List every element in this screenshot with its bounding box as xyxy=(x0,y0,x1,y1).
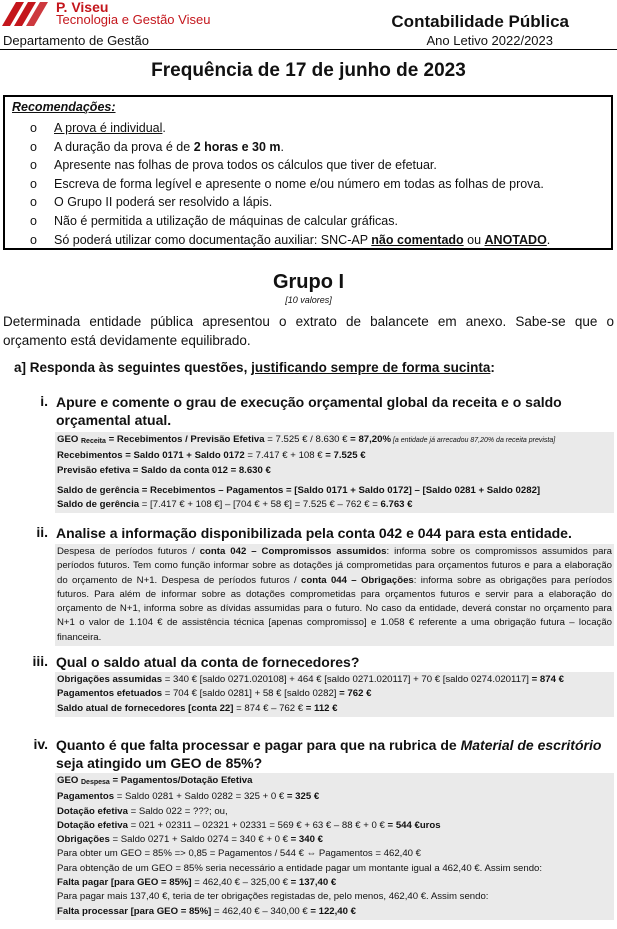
logo-name: P. Viseu xyxy=(56,0,109,15)
text-run: Escreva de forma legível e apresente o nome e/ou número em todas as folhas de prova. xyxy=(54,176,544,191)
answer-line xyxy=(57,833,612,847)
text-run: conta 044 – Obrigações xyxy=(301,574,414,586)
course-title: Contabilidade Pública xyxy=(391,12,569,31)
group-points: [10 valores] xyxy=(285,295,332,305)
text-run: = 7.417 € + 108 € xyxy=(244,450,326,462)
part-a-suffix: : xyxy=(490,360,495,375)
text-run: Dotação efetiva xyxy=(57,805,128,817)
answer-block xyxy=(55,432,614,513)
text-run: GEO xyxy=(57,775,81,786)
text-run: = 762 € xyxy=(339,688,372,700)
text-run: = 340 € xyxy=(290,834,323,846)
text-run: = 462,40 € – 340,00 € xyxy=(211,905,311,917)
text-run: Despesa de períodos futuros / xyxy=(57,546,200,557)
text-run: Recebimentos = Saldo 0171 + Saldo 0172 xyxy=(57,450,245,462)
text-run: = 021 + 02311 – 02321 + 02331 = 569 € + 63 € – 88 € + 0 € xyxy=(127,819,388,831)
text-run: : informa sobre os compromissos assumidos para períodos futuros. Tem como função informar sobre as dotações já comprometidas para orçamentos futuros e para a elaboração do orçamento de N+1. Despesa de períodos futuros / xyxy=(57,546,612,586)
text-run: não comentado xyxy=(371,232,464,247)
text-run: seja atingido um GEO de 85%? xyxy=(56,755,263,771)
answer-line xyxy=(57,673,612,687)
text-run: = [7.417 € + 108 €] – [704 € + 58 €] = 7.525 € – 762 € = xyxy=(139,499,381,511)
text-run: : informa sobre as obrigações para períodos futuros. Para além de informar sobre as dotações comprometidas para orçamentos futuros e servir para a elaboração do orçamento de N+1, informa sobre as dívidas assumidas para o futuro. No caso da entidade, deverá constar no orçamento para N+1 o valor de 1.104 € de assistência técnica [apenas compromisso] e 1.058 € referente a uma obrigação futura – locação financeira. xyxy=(57,574,613,643)
text-run: Saldo de gerência = Recebimentos – Pagamentos = [Saldo 0171 + Saldo 0172] – [Saldo 0281 + Saldo 0282] xyxy=(57,484,541,496)
answer-block xyxy=(55,672,614,717)
academic-year: Ano Letivo 2022/2023 xyxy=(426,33,553,48)
question-number: ii. xyxy=(36,524,48,540)
recommendation-item xyxy=(30,212,550,231)
question-text: Apure e comente o grau de execução orçamental global da receita e o saldo orçamental atual. xyxy=(56,394,562,428)
answer-line xyxy=(57,774,612,790)
group-intro: Determinada entidade pública apresentou o extrato de balancete em anexo. Sabe-se que o orçamento está devidamente equilibrado. xyxy=(3,314,614,348)
logo-subtitle: Tecnologia e Gestão Viseu xyxy=(56,12,211,27)
answer-line xyxy=(57,433,612,449)
recommendation-item xyxy=(30,231,550,250)
recommendations-heading: Recomendações: xyxy=(12,100,116,114)
text-run: [a entidade já arrecadou 87,20% da receita prevista] xyxy=(390,437,556,444)
text-run: = 874 € xyxy=(531,674,564,685)
text-run: ou xyxy=(463,232,485,247)
question-text xyxy=(56,736,614,772)
group-title: Grupo I xyxy=(272,271,345,293)
header-divider xyxy=(0,49,617,50)
text-run: Para obter um GEO = 85% => 0,85 = Pagamentos / 544 € ⇔ Pagamentos = 462,40 € xyxy=(57,848,421,860)
text-run: . xyxy=(280,139,285,154)
text-run: 6.763 € xyxy=(380,499,413,511)
question-number: i. xyxy=(40,393,48,409)
text-run: = 874 € – 762 € xyxy=(233,702,306,714)
answer-block xyxy=(55,544,614,646)
text-run: Pagamentos efetuados xyxy=(57,688,163,700)
text-run: = 340 € [saldo 0271.020108] + 464 € [saldo 0271.020117] + 70 € [saldo 0274.020117] xyxy=(162,674,532,685)
text-run: = 704 € [saldo 0281] + 58 € [saldo 0282] xyxy=(162,688,340,700)
text-run: Quanto é que falta processar e pagar para que na rubrica de xyxy=(56,737,461,753)
question-number: iv. xyxy=(33,736,48,752)
text-run: ANOTADO xyxy=(484,232,547,247)
text-run: Para obtenção de um GEO = 85% seria necessário a entidade pagar um montante igual a 462,40 €. Assim sendo: xyxy=(57,862,543,874)
text-run: = Recebimentos / Previsão Efetiva xyxy=(105,434,265,445)
department: Departamento de Gestão xyxy=(3,33,149,48)
text-run: = 7.525 € xyxy=(325,450,366,462)
text-run: Material de escritório xyxy=(460,737,602,753)
recommendation-item xyxy=(30,156,550,175)
text-run: Apresente nas folhas de prova todos os cálculos que tiver de efetuar. xyxy=(54,158,437,173)
text-run: = 462,40 € – 325,00 € xyxy=(191,877,291,889)
page-title: Frequência de 17 de junho de 2023 xyxy=(151,60,466,81)
text-run: = 112 € xyxy=(305,702,338,714)
text-run: O Grupo II poderá ser resolvido a lápis. xyxy=(54,195,273,210)
text-run: Obrigações xyxy=(57,834,110,846)
recommendations-list xyxy=(30,119,550,249)
answer-line xyxy=(57,862,612,876)
text-run: Pagamentos xyxy=(57,791,115,803)
text-run: = 137,40 € xyxy=(290,877,337,889)
text-run: Obrigações assumidas xyxy=(57,674,163,685)
answer-line xyxy=(57,819,612,833)
text-run: = 544 €uros xyxy=(387,819,441,831)
text-run: Saldo de gerência xyxy=(57,499,140,511)
text-run: = 87,20% xyxy=(350,434,391,445)
text-run: = Saldo 0281 + Saldo 0282 = 325 + 0 € xyxy=(114,791,287,803)
text-run: = Saldo 0271 + Saldo 0274 = 340 € + 0 € xyxy=(109,834,291,846)
text-run: Falta processar [para GEO = 85%] xyxy=(57,905,212,917)
question-number: iii. xyxy=(32,653,48,669)
text-run: A prova é individual xyxy=(54,121,163,135)
answer-line xyxy=(57,876,612,890)
text-run: Dotação efetiva xyxy=(57,819,128,831)
answer-line xyxy=(57,449,612,463)
text-run: Receita xyxy=(81,438,106,445)
text-run: Falta pagar [para GEO = 85%] xyxy=(57,877,192,889)
text-run: conta 042 – Compromissos assumidos xyxy=(199,546,387,557)
answer-block xyxy=(55,773,614,920)
answer-line xyxy=(57,498,612,512)
text-run: A duração da prova é de xyxy=(54,139,194,154)
text-run: = Pagamentos/Dotação Efetiva xyxy=(109,775,253,786)
part-a-heading xyxy=(14,360,495,375)
answer-line xyxy=(57,484,612,498)
recommendation-item xyxy=(30,175,550,194)
answer-line xyxy=(57,687,612,701)
part-a-prefix: a] Responda às seguintes questões, xyxy=(14,360,252,375)
text-run: 2 horas e 30 m xyxy=(193,139,281,154)
question-text: Analise a informação disponibilizada pela conta 042 e 044 para esta entidade. xyxy=(56,525,572,541)
text-run: Só poderá utilizar como documentação auxiliar: SNC-AP xyxy=(54,232,372,247)
question-text: Qual o saldo atual da conta de fornecedores? xyxy=(56,654,360,670)
answer-line xyxy=(57,464,612,478)
answer-line xyxy=(57,702,612,716)
answer-line xyxy=(57,890,612,904)
answer-line xyxy=(57,847,612,861)
recommendation-item xyxy=(30,138,550,157)
text-run: Despesa xyxy=(81,779,110,786)
recommendation-item xyxy=(30,119,550,138)
text-run: Previsão efetiva = Saldo da conta 012 = 8.630 € xyxy=(57,464,271,476)
text-run: Para pagar mais 137,40 €, teria de ter obrigações registadas de, pelo menos, 462,40 €. Assim sendo: xyxy=(57,891,489,903)
answer-line xyxy=(57,905,612,919)
answer-line xyxy=(57,805,612,819)
text-run: = Saldo 022 = ???; ou, xyxy=(127,805,228,817)
part-a-emphasis: justificando sempre de forma sucinta xyxy=(251,360,491,375)
text-run: Não é permitida a utilização de máquinas de calcular gráficas. xyxy=(54,213,398,228)
text-run: GEO xyxy=(57,434,81,445)
text-run: = 7.525 € / 8.630 € xyxy=(264,434,351,445)
answer-line xyxy=(57,790,612,804)
text-run: = 122,40 € xyxy=(310,905,356,917)
text-run: = 325 € xyxy=(286,791,320,803)
recommendation-item xyxy=(30,193,550,212)
text-run: Saldo atual de fornecedores [conta 22] xyxy=(57,702,234,714)
logo-icon xyxy=(2,2,50,26)
text-run: . xyxy=(546,232,551,247)
answer-line xyxy=(57,545,612,645)
text-run: . xyxy=(162,121,166,135)
